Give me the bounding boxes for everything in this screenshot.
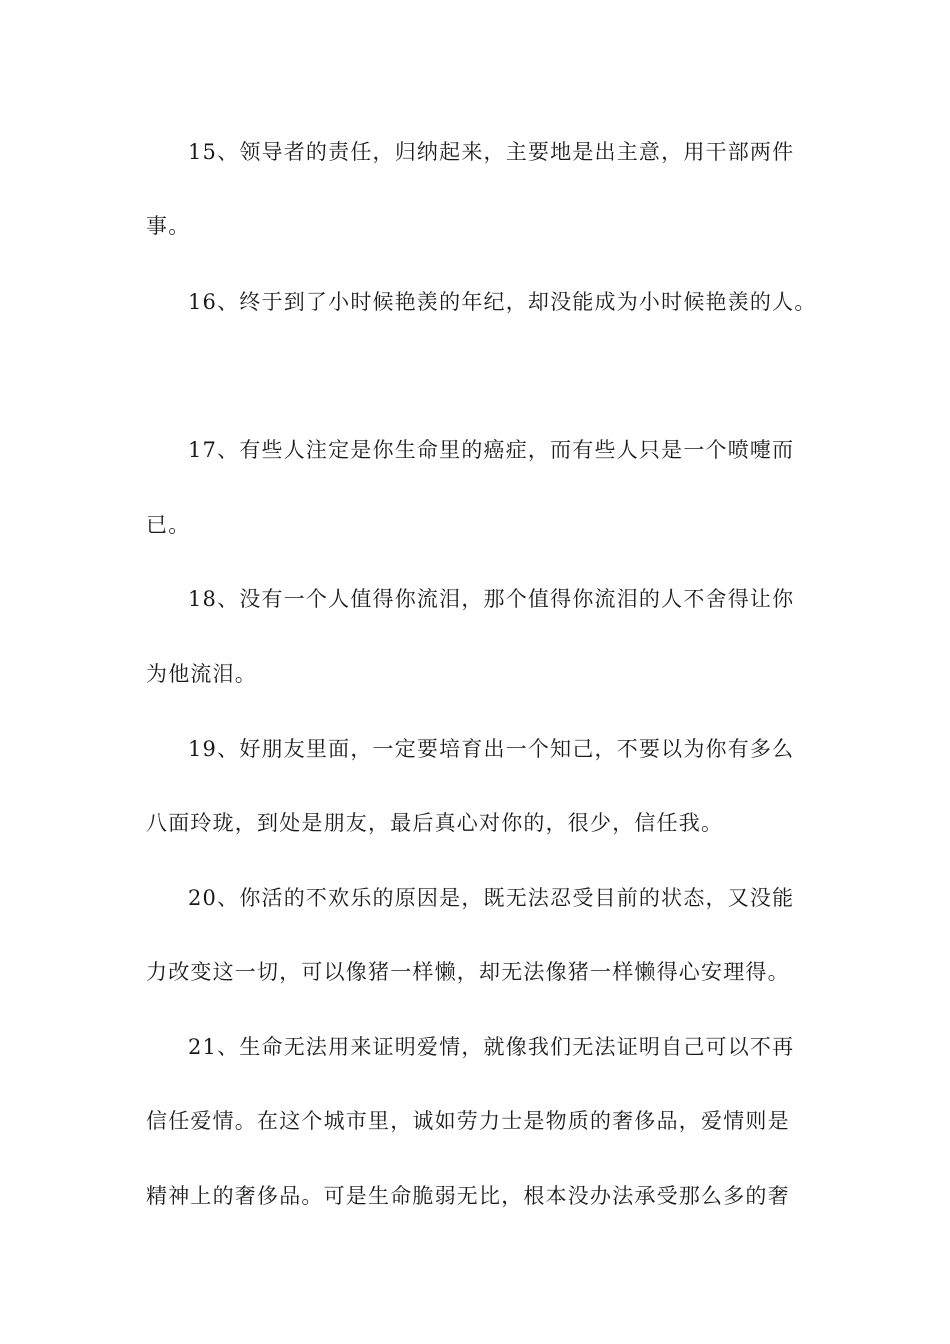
paragraph-19-line-2: 八面玲珑，到处是朋友，最后真心对你的，很少，信任我。 <box>146 811 724 835</box>
paragraph-19-line-1: 19、好朋友里面，一定要培育出一个知己，不要以为你有多么 <box>188 737 795 761</box>
paragraph-18-line-2: 为他流泪。 <box>146 662 257 686</box>
paragraph-21-line-3: 精神上的奢侈品。可是生命脆弱无比，根本没办法承受那么多的奢 <box>146 1184 790 1208</box>
paragraph-15-line-1: 15、领导者的责任，归纳起来，主要地是出主意，用干部两件 <box>188 140 795 164</box>
paragraph-15-line-2: 事。 <box>146 214 191 238</box>
paragraph-20-line-1: 20、你活的不欢乐的原因是，既无法忍受目前的状态，又没能 <box>188 886 795 910</box>
paragraph-17-line-2: 已。 <box>146 513 191 537</box>
paragraph-21-line-1: 21、生命无法用来证明爱情，就像我们无法证明自己可以不再 <box>188 1035 795 1059</box>
paragraph-17-line-1: 17、有些人注定是你生命里的癌症，而有些人只是一个喷嚏而 <box>188 438 795 462</box>
paragraph-20-line-2: 力改变这一切，可以像猪一样懒，却无法像猪一样懒得心安理得。 <box>146 960 790 984</box>
paragraph-21-line-2: 信任爱情。在这个城市里，诚如劳力士是物质的奢侈品，爱情则是 <box>146 1109 790 1133</box>
paragraph-18-line-1: 18、没有一个人值得你流泪，那个值得你流泪的人不舍得让你 <box>188 587 795 611</box>
paragraph-16-line-1: 16、终于到了小时候艳羡的年纪，却没能成为小时候艳羡的人。 <box>188 290 817 314</box>
